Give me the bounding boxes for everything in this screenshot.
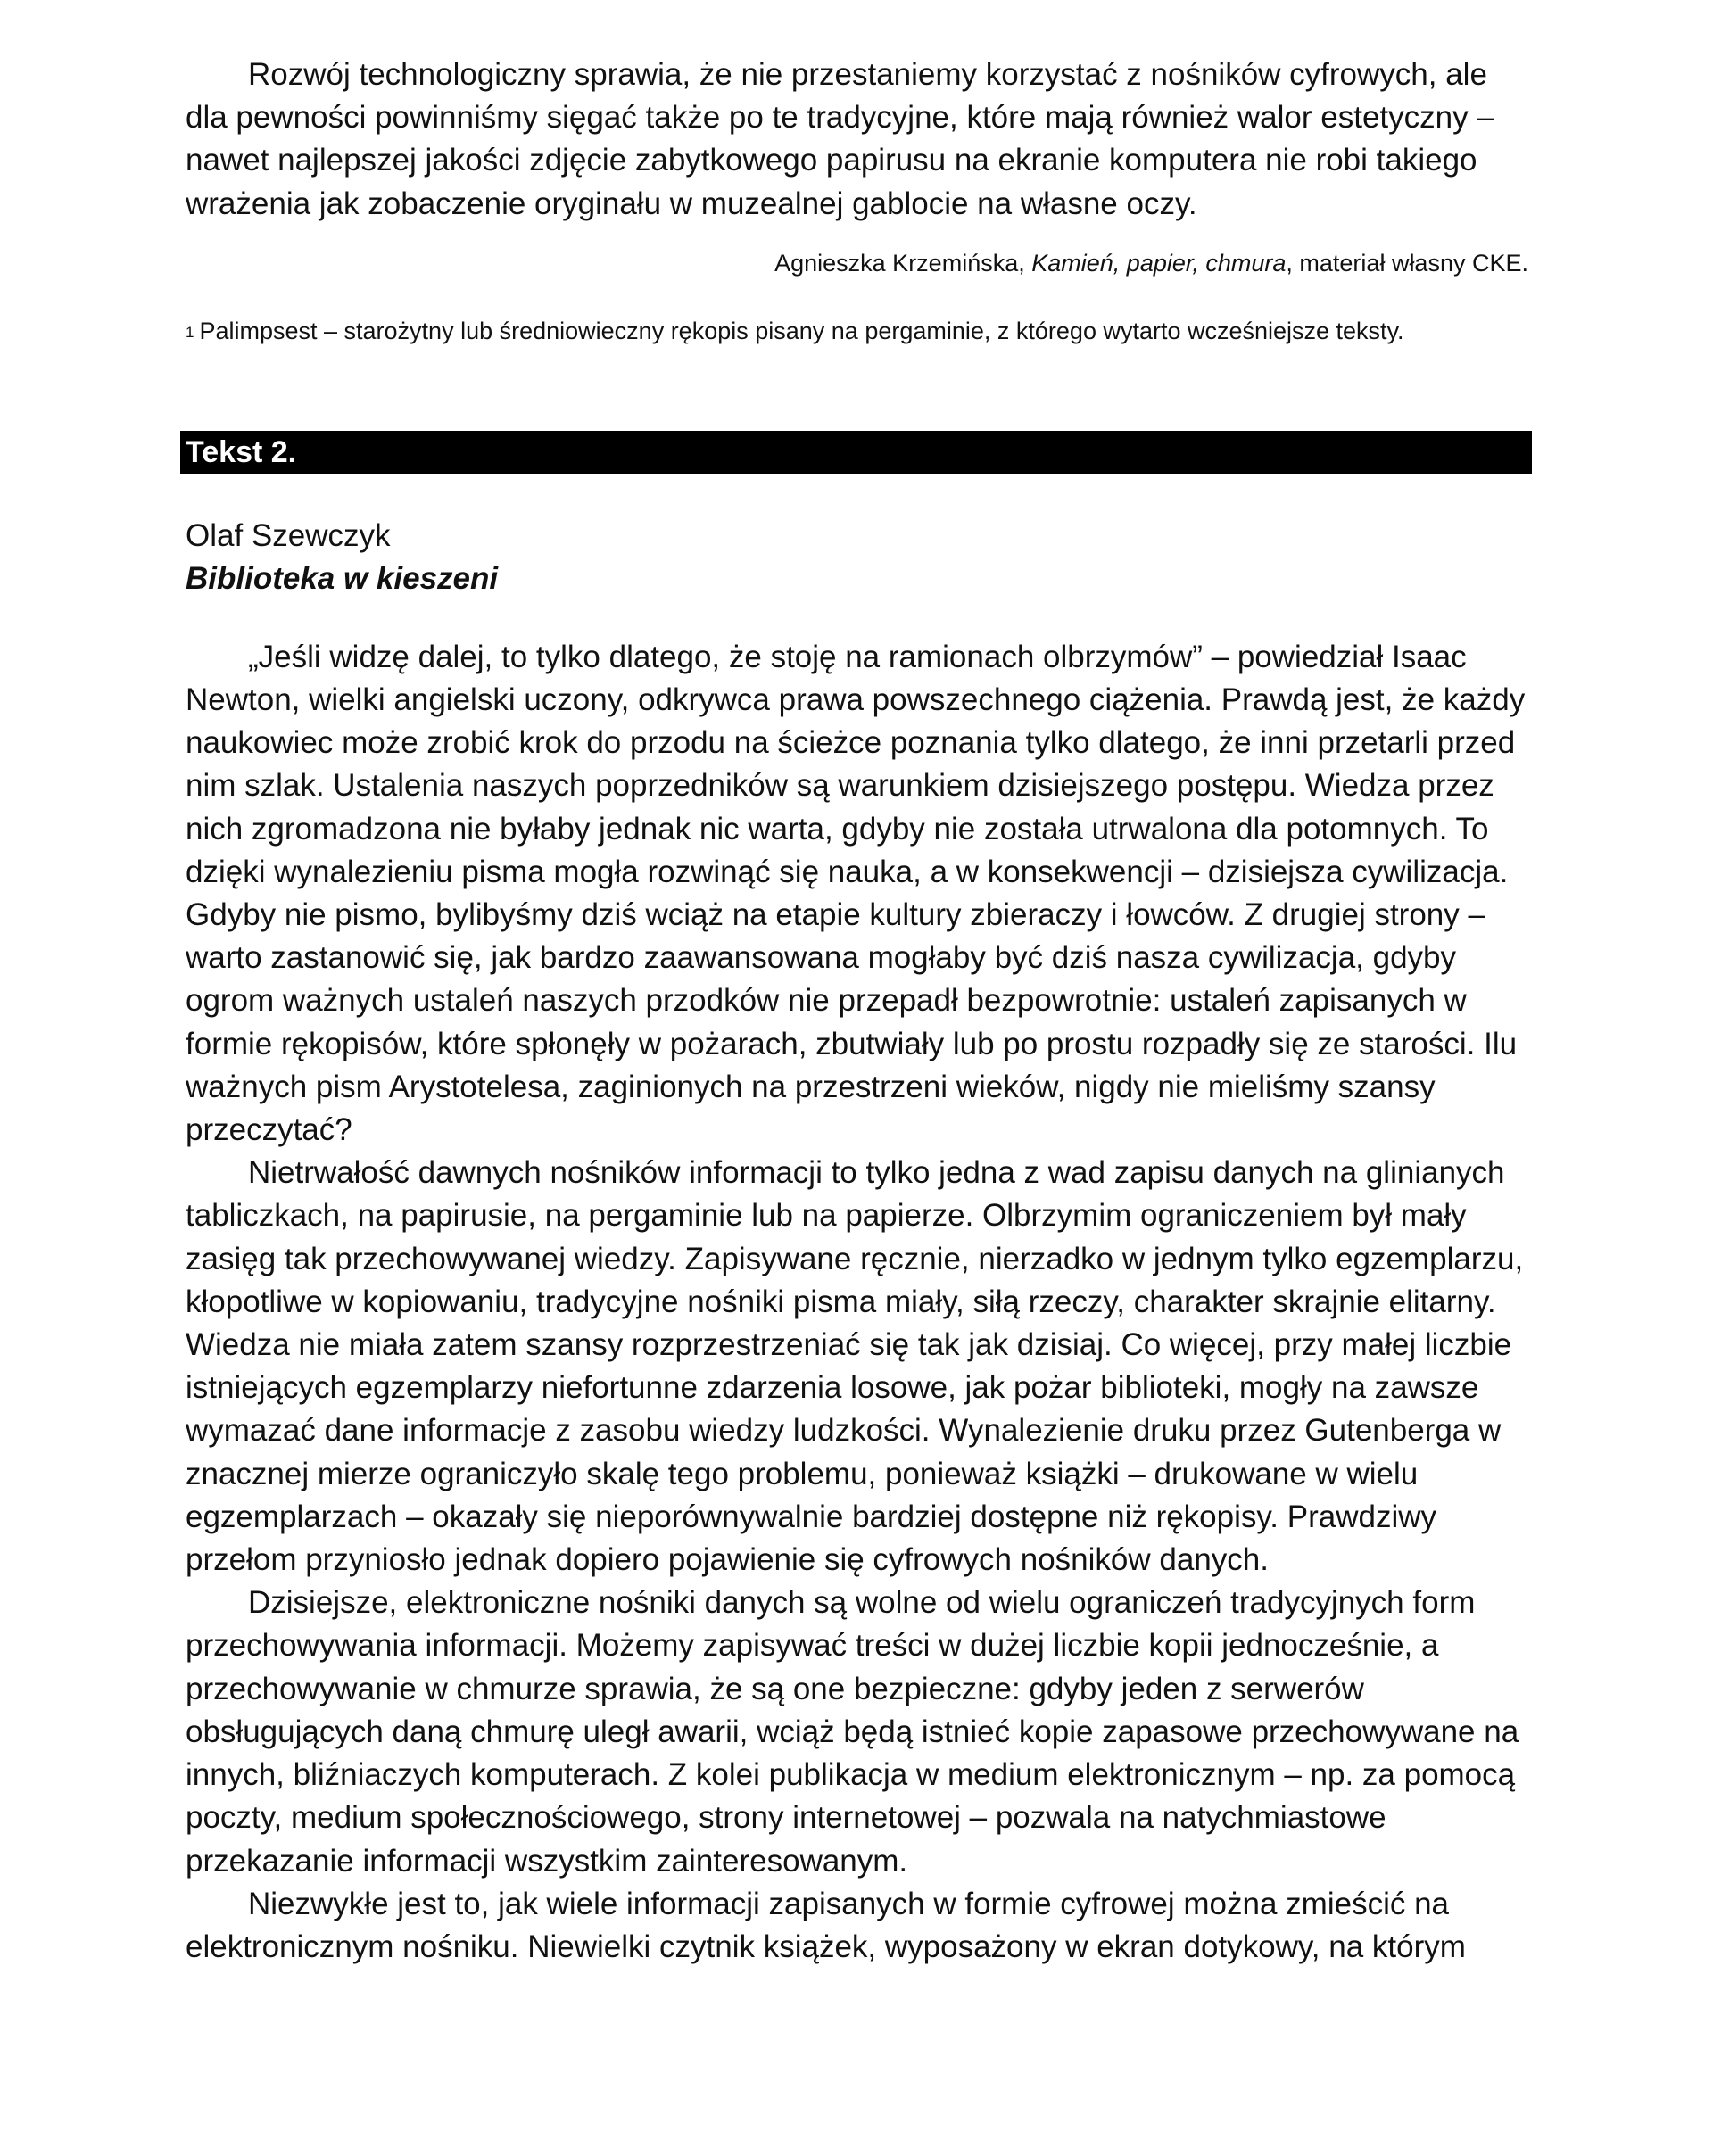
source-work-title: Kamień, papier, chmura [1031, 249, 1287, 277]
text2-author: Olaf Szewczyk [186, 517, 391, 553]
text2-paragraph-3: Dzisiejsze, elektroniczne nośniki danych są wolne od wielu ograniczeń tradycyjnych form przechowywania informacji. Możemy zapisywać treści w dużej liczbie kopii jednocześnie, a przechowywanie w chmurze sprawia, że są one bezpieczne: gdyby jeden z serwerów obsługujących daną chmurę uległ awarii, wciąż będą istnieć kopie zapasowe przechowywane na innych, bliźniaczych komputerach. Z kolei publikacja w medium elektronicznym – np. za pomocą poczty, medium społecznościowego, strony internetowej – pozwala na natychmiastowe przekazanie informacji wszystkim zainteresowanym. [186, 1585, 1519, 1879]
text2-paragraph-4: Niezwykłe jest to, jak wiele informacji zapisanych w formie cyfrowej można zmieścić na elektronicznym nośniku. Niewielki czytnik książek, wyposażony w ekran dotykowy, na którym [186, 1886, 1466, 1964]
footnote [186, 313, 1488, 349]
text1-source-citation [186, 245, 1528, 281]
section-header-bar [180, 431, 1532, 474]
footnote-marker: 1 [186, 323, 194, 341]
document-page [186, 54, 1528, 1969]
footnote-text: Palimpsest – starożytny lub średniowieczny rękopis pisany na pergaminie, z którego wytarto wcześniejsze teksty. [199, 317, 1404, 344]
text2-paragraph-2: Nietrwałość dawnych nośników informacji to tylko jedna z wad zapisu danych na glinianych tabliczkach, na papirusie, na pergaminie lub na papierze. Olbrzymim ograniczeniem był mały zasięg tak przechowywanej wiedzy. Zapisywane ręcznie, nierzadko w jednym tylko egzemplarzu, kłopotliwe w kopiowaniu, tradycyjne nośniki pisma miały, siłą rzeczy, charakter skrajnie elitarny. Wiedza nie miała zatem szansy rozprzestrzeniać się tak jak dzisiaj. Co więcej, przy małej liczbie istniejących egzemplarzy niefortunne zdarzenia losowe, jak pożar biblioteki, mogły na zawsze wymazać dane informacje z zasobu wiedzy ludzkości. Wynalezienie druku przez Gutenberga w znacznej mierze ograniczyło skalę tego problemu, ponieważ książki – drukowane w wielu egzemplarzach – okazały się nieporównywalnie bardziej dostępne niż rękopisy. Prawdziwy przełom przyniosło jednak dopiero pojawienie się cyfrowych nośników danych. [186, 1155, 1524, 1578]
source-author: Agnieszka Krzemińska, [774, 249, 1025, 277]
text2-paragraph-1: „Jeśli widzę dalej, to tylko dlatego, że stoję na ramionach olbrzymów” – powiedział Isaac Newton, wielki angielski uczony, odkrywca prawa powszechnego ciążenia. Prawdą jest, że każdy naukowiec może zrobić krok do przodu na ścieżce poznania tylko dlatego, że inni przetarli przed nim szlak. Ustalenia naszych poprzedników są warunkiem dzisiejszego postępu. Wiedza przez nich zgromadzona nie byłaby jednak nic warta, gdyby nie została utrwalona dla potomnych. To dzięki wynalezieniu pisma mogła rozwinąć się nauka, a w konsekwencji – dzisiejsza cywilizacja. Gdyby nie pismo, bylibyśmy dziś wciąż na etapie kultury zbieraczy i łowców. Z drugiej strony – warto zastanowić się, jak bardzo zaawansowana mogłaby być dziś nasza cywilizacja, gdyby ogrom ważnych ustaleń naszych przodków nie przepadł bezpowrotnie: ustaleń zapisanych w formie rękopisów, które spłonęły w pożarach, zbutwiały lub po prostu rozpadły się ze starości. Ilu ważnych pism Arystotelesa, zaginionych na przestrzeni wieków, nigdy nie mieliśmy szansy przeczytać? [186, 639, 1526, 1148]
text2-title: Biblioteka w kieszeni [186, 560, 499, 596]
text1-closing-paragraph: Rozwój technologiczny sprawia, że nie przestaniemy korzystać z nośników cyfrowych, ale dla pewności powinniśmy sięgać także po te tradycyjne, które mają również walor estetyczny – nawet najlepszej jakości zdjęcie zabytkowego papirusu na ekranie komputera nie robi takiego wrażenia jak zobaczenie oryginału w muzealnej gablocie na własne oczy. [186, 57, 1494, 221]
section-label: Tekst 2. [186, 434, 297, 469]
source-note: , materiał własny CKE. [1286, 249, 1528, 277]
